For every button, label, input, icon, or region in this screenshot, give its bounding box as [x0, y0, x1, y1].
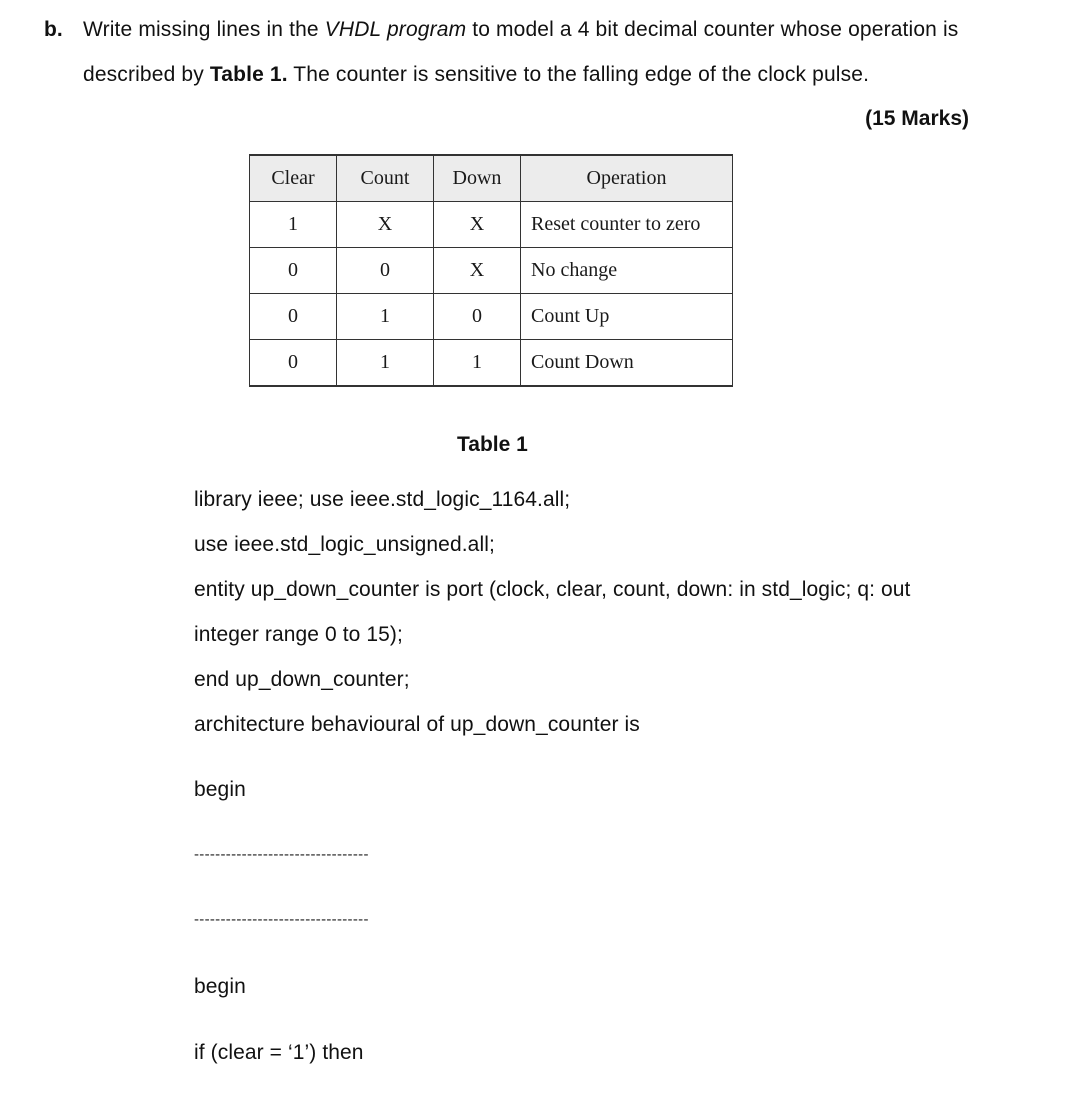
question-text-part: described by [83, 63, 210, 86]
table-cell: 1 [250, 202, 337, 248]
code-line: integer range 0 to 15); [194, 623, 403, 646]
blank-answer-line: --------------------------------- [194, 846, 369, 863]
table-header-row [250, 155, 733, 202]
table-cell: 0 [250, 340, 337, 387]
question-label: b. [44, 18, 63, 41]
truth-table [249, 154, 733, 387]
question-text-part: Write missing lines in the [83, 18, 325, 41]
question-table-reference: Table 1. [209, 63, 288, 86]
table-cell: 0 [250, 248, 337, 294]
code-line: use ieee.std_logic_unsigned.all; [194, 533, 495, 556]
table-row [250, 248, 733, 294]
table-row [250, 202, 733, 248]
blank-answer-line: --------------------------------- [194, 911, 369, 928]
code-line: end up_down_counter; [194, 668, 410, 691]
table-header-cell: Operation [521, 155, 733, 202]
table-cell: Count Down [521, 340, 733, 387]
question-text-line-2 [83, 63, 869, 87]
question-text-line-1 [83, 18, 958, 42]
table-cell: Reset counter to zero [521, 202, 733, 248]
question-text-part: to model a 4 bit decimal counter whose operation is [466, 18, 959, 41]
table-caption: Table 1 [457, 433, 528, 456]
code-line: entity up_down_counter is port (clock, clear, count, down: in std_logic; q: out [194, 578, 911, 601]
code-line: begin [194, 778, 246, 801]
table-cell: 1 [434, 340, 521, 387]
code-line: architecture behavioural of up_down_counter is [194, 713, 640, 736]
table-cell: X [434, 248, 521, 294]
table-cell: 1 [337, 294, 434, 340]
marks-label: (15 Marks) [865, 107, 969, 130]
table-cell: Count Up [521, 294, 733, 340]
code-line: begin [194, 975, 246, 998]
table-cell: 1 [337, 340, 434, 387]
question-text-part: The counter is sensitive to the falling edge of the clock pulse. [287, 63, 870, 86]
table-cell: 0 [250, 294, 337, 340]
table-header-cell: Clear [250, 155, 337, 202]
table-row [250, 340, 733, 387]
question-emphasis: VHDL program [324, 18, 467, 41]
table-row [250, 294, 733, 340]
table-cell: X [337, 202, 434, 248]
code-line: if (clear = ‘1’) then [194, 1041, 364, 1064]
table-header-cell: Count [337, 155, 434, 202]
code-line: library ieee; use ieee.std_logic_1164.all; [194, 488, 571, 511]
table-cell: X [434, 202, 521, 248]
table-header-cell: Down [434, 155, 521, 202]
table-cell: 0 [434, 294, 521, 340]
table-cell: 0 [337, 248, 434, 294]
table-cell: No change [521, 248, 733, 294]
